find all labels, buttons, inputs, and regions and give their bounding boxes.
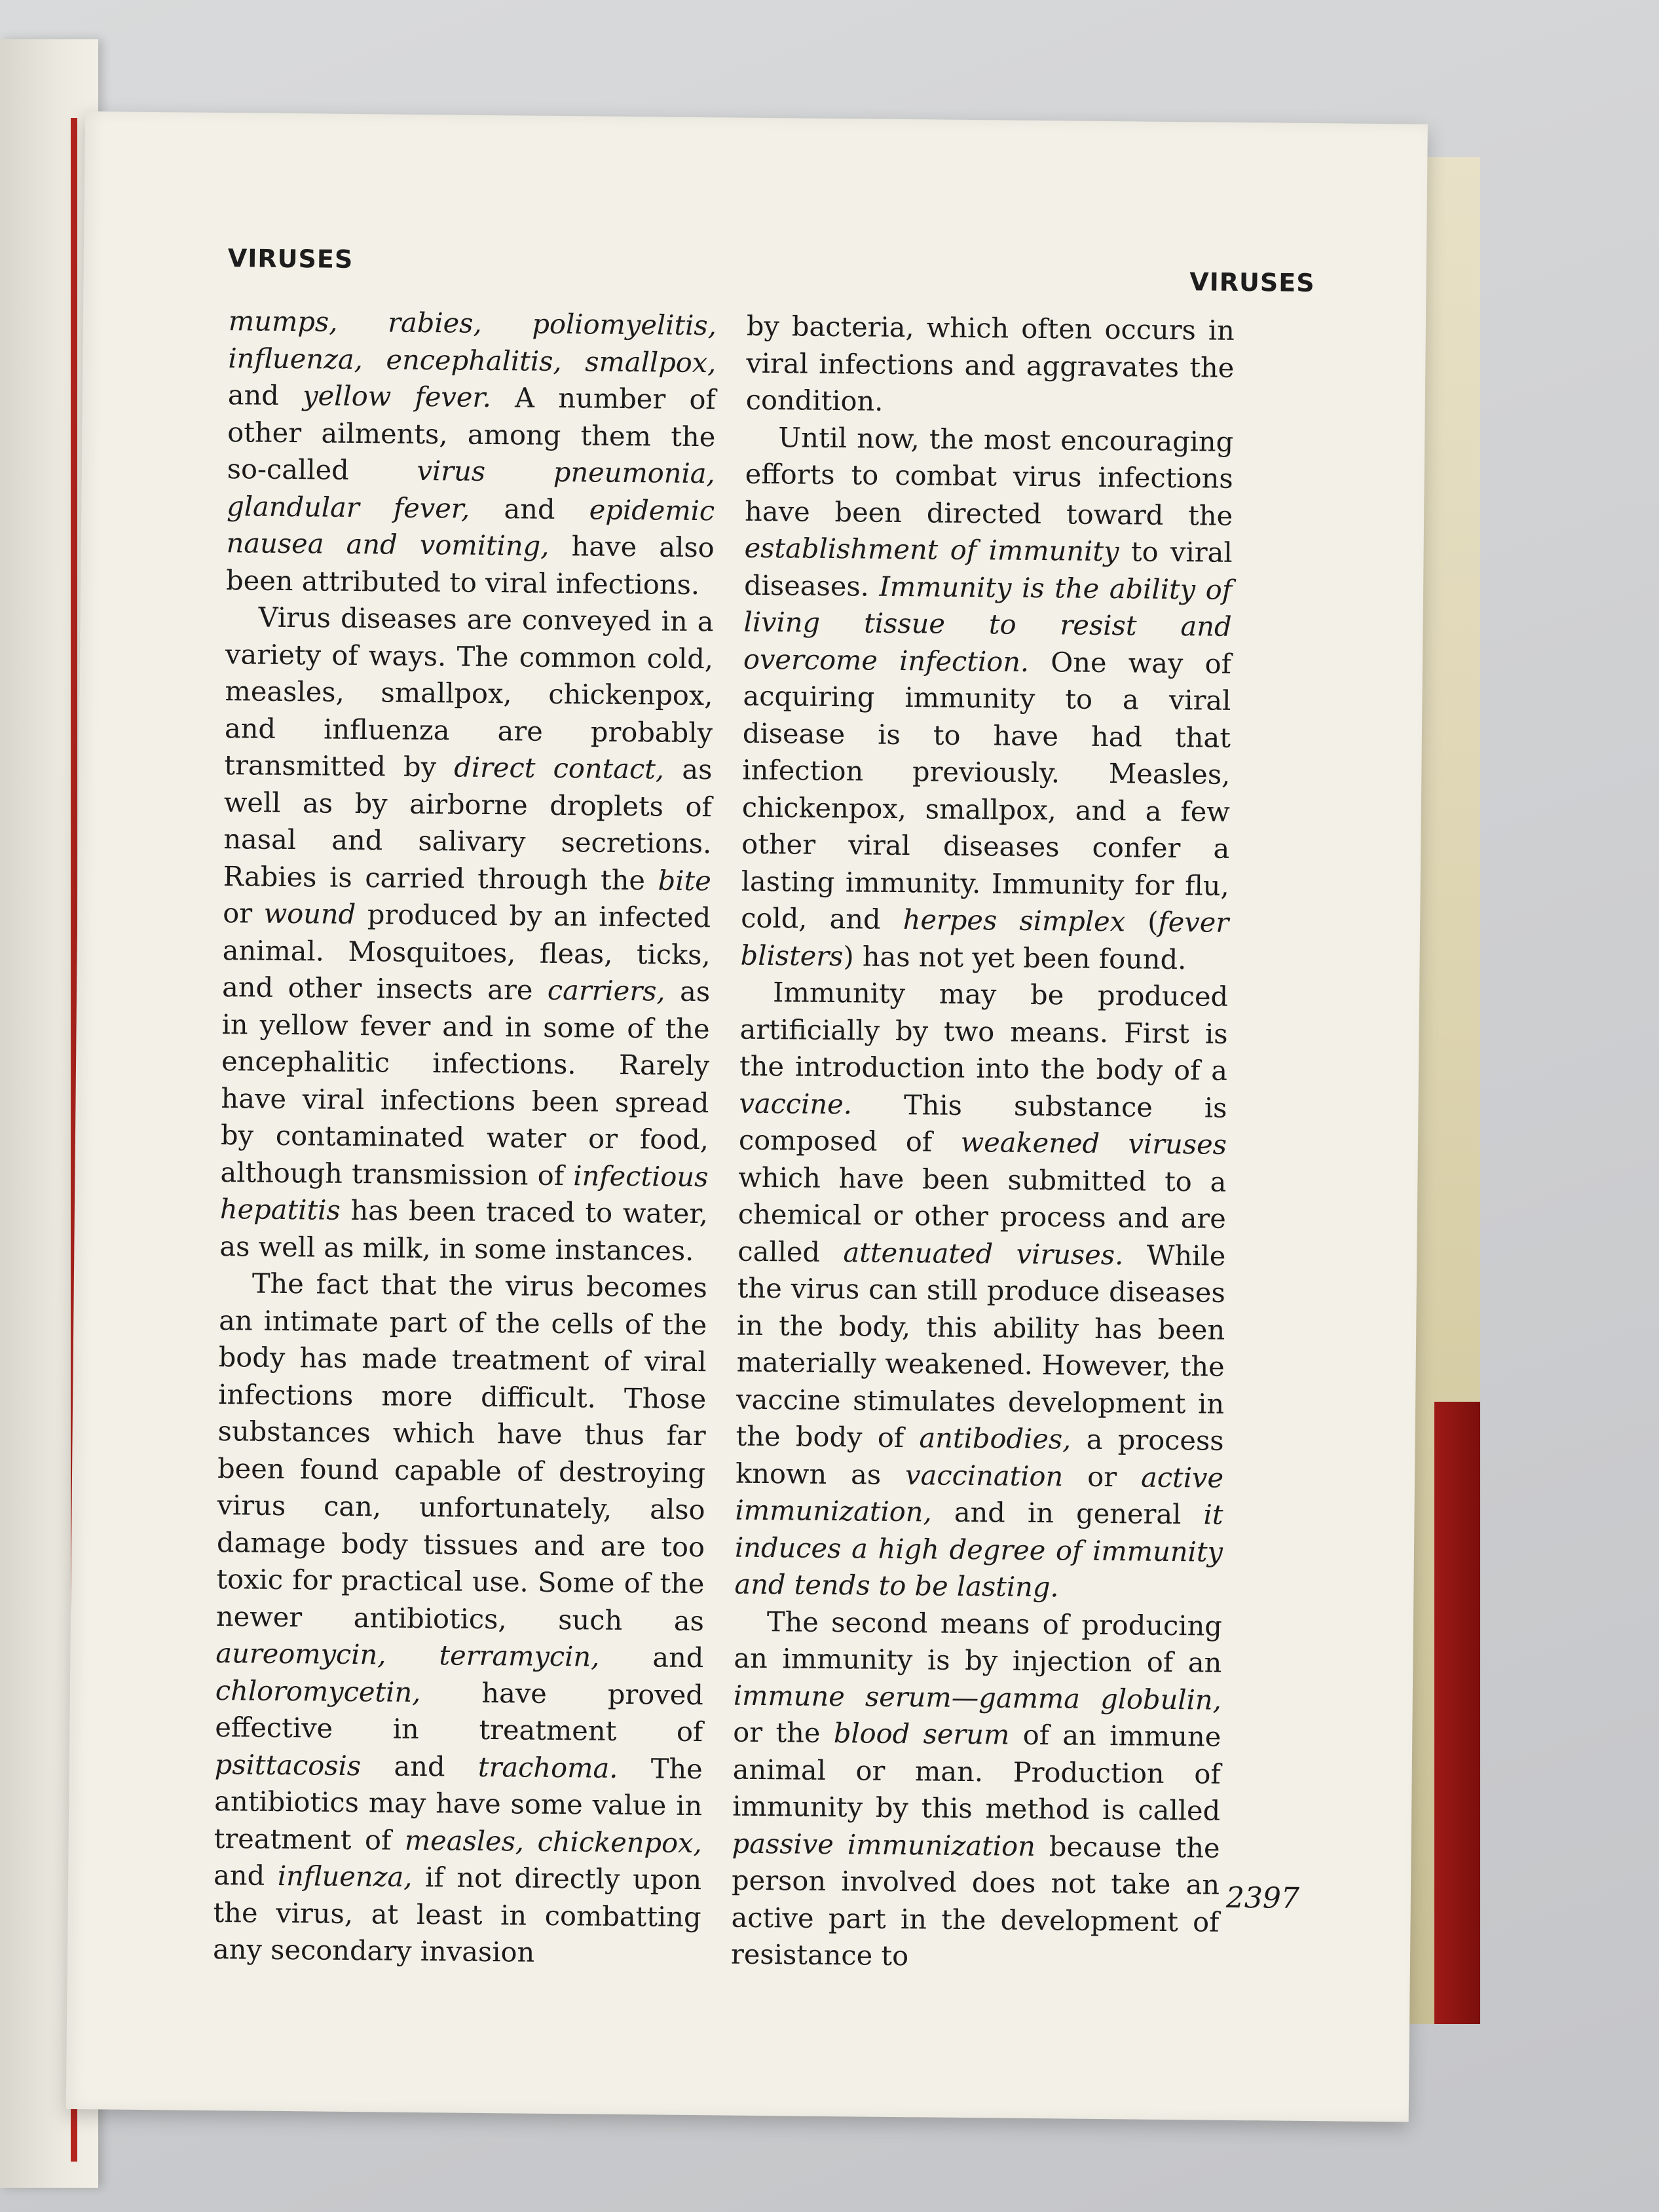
text-run: vaccination (904, 1458, 1064, 1492)
text-run: a process known as (735, 1423, 1224, 1491)
text-run: antibodies, (919, 1421, 1072, 1455)
text-run: or (223, 897, 264, 929)
text-run: The antibiotics may have some value in treatment of (214, 1752, 703, 1856)
paragraph (740, 419, 1233, 979)
text-run: trachoma. (477, 1750, 618, 1784)
text-run: have proved effective in treatment of (215, 1676, 704, 1748)
text-run: has been traced to water, as well as milk, in some instances. (219, 1193, 709, 1267)
text-run: it induces a high degree of immunity and tends to be lasting. (734, 1498, 1223, 1603)
text-run: active immunization, (735, 1461, 1224, 1528)
text-run: wound (263, 897, 356, 931)
text-run: influenza, (277, 1859, 413, 1893)
text-run: Virus diseases are conveyed in a variety of ways. The common cold, measles, smallpox, chickenpox, and influenza are probably transmitted by (224, 601, 714, 783)
text-run: and (599, 1640, 704, 1674)
text-run: have also been attributed to viral infections. (225, 529, 715, 601)
text-run: passive immunization (732, 1827, 1036, 1862)
text-run: virus pneumonia, glandular fever, (226, 454, 715, 525)
text-run: herpes simplex (903, 903, 1126, 938)
text-run: measles, chickenpox, (404, 1824, 702, 1859)
text-run: ) has not yet been found. (843, 939, 1187, 975)
book-cover-edge (1434, 1402, 1480, 2024)
text-run: establishment of immunity (744, 531, 1119, 568)
text-run: as in yellow fever and in some of the encephalitic infections. Rarely have viral infections been spread by contaminated water or food, although transmission of (220, 975, 711, 1191)
text-run: direct contact, (454, 751, 665, 785)
text-run: produced by an infected animal. Mosquitoes, fleas, ticks, and other insects are (221, 898, 711, 1006)
text-run: if not directly upon the virus, at least in combatting any secondary invasion (212, 1860, 702, 1968)
text-run: epidemic nausea and vomiting, (226, 493, 715, 562)
running-head-right: VIRUSES (1189, 267, 1315, 298)
paragraph (746, 308, 1235, 424)
text-run: attenuated viruses. (843, 1235, 1124, 1271)
text-run: and (213, 1859, 278, 1892)
text-run: ( (1125, 905, 1159, 938)
text-run: and (360, 1749, 479, 1783)
text-run: Immunity may be produced artificially by two means. First is the introduction into the body of a (739, 976, 1229, 1087)
text-run: which have been submitted to a chemical or other process and are called (737, 1161, 1227, 1268)
left-column (213, 303, 717, 1973)
text-run: aureomycin, terramycin, (215, 1637, 600, 1673)
text-run: This substance is composed of (738, 1087, 1227, 1158)
text-run: or the (733, 1715, 834, 1750)
paragraph (226, 303, 717, 603)
paragraph (219, 599, 714, 1269)
text-run: of an immune animal or man. Production of immunity by this method is called (732, 1718, 1221, 1827)
text-run: mumps, rabies, poliomyelitis, influenza, encephalitis, smallpox, (228, 305, 717, 379)
text-run: vaccine. (739, 1087, 853, 1120)
page-number: 2397 (1225, 1881, 1300, 1915)
text-run: as well as by airborne droplets of nasal and salivary secretions. Rabies is carried through the (223, 753, 713, 896)
text-run: psittacosis (214, 1748, 362, 1782)
text-run: weakened viruses (960, 1125, 1227, 1161)
running-head-left: VIRUSES (227, 244, 354, 274)
text-run: fever blisters (740, 905, 1229, 972)
text-run: and (470, 492, 590, 525)
right-column (731, 308, 1235, 1978)
text-run: and (227, 379, 303, 412)
book-page (66, 111, 1428, 2122)
text-run: yellow fever. (302, 379, 492, 413)
text-run: Immunity is the ability of living tissue to resist and overcome infection. (743, 570, 1233, 678)
text-run: blood serum (833, 1717, 1010, 1751)
paragraph (731, 1603, 1222, 1978)
text-run: One way of acquiring immunity to a viral disease is to have had that infection previously. Measles, chickenpox, smallpox, and a few other viral diseases confer a lasting immunity. Immunity for flu, cold, and (740, 645, 1232, 936)
paragraph (213, 1265, 707, 1973)
text-run: bite (658, 863, 712, 897)
text-run: While the virus can still produce diseases in the body, this ability has been materially weakened. However, the vaccine stimulates development in the body of (736, 1238, 1226, 1454)
text-run: infectious hepatitis (219, 1159, 709, 1226)
text-run: The second means of producing an immunity is by injection of an (734, 1605, 1223, 1679)
text-run: Until now, the most encouraging efforts to combat virus infections have been directed toward the (744, 421, 1234, 532)
text-run: to viral diseases. (743, 535, 1233, 603)
text-run: and in general (931, 1495, 1204, 1531)
text-run: carriers, (547, 973, 665, 1007)
paragraph (734, 974, 1228, 1608)
text-run: A number of other ailments, among them the so-called (227, 381, 717, 487)
text-run: immune serum—gamma globulin, (733, 1679, 1222, 1716)
text-run: because the person involved does not take an active part in the development of resistance to (730, 1829, 1220, 1972)
text-run: chloromycetin, (215, 1674, 421, 1708)
text-run: or (1063, 1459, 1142, 1493)
text-run: The fact that the virus becomes an intimate part of the cells of the body has made treatment of viral infections more difficult. Those substances which have thus far been found capable of destroying virus can, unfortunately, also damage body tissues and are too toxic for practical use. Some of the newer antibiotics, such as (215, 1267, 708, 1637)
text-run: by bacteria, which often occurs in viral infections and aggravates the condition. (745, 309, 1235, 417)
